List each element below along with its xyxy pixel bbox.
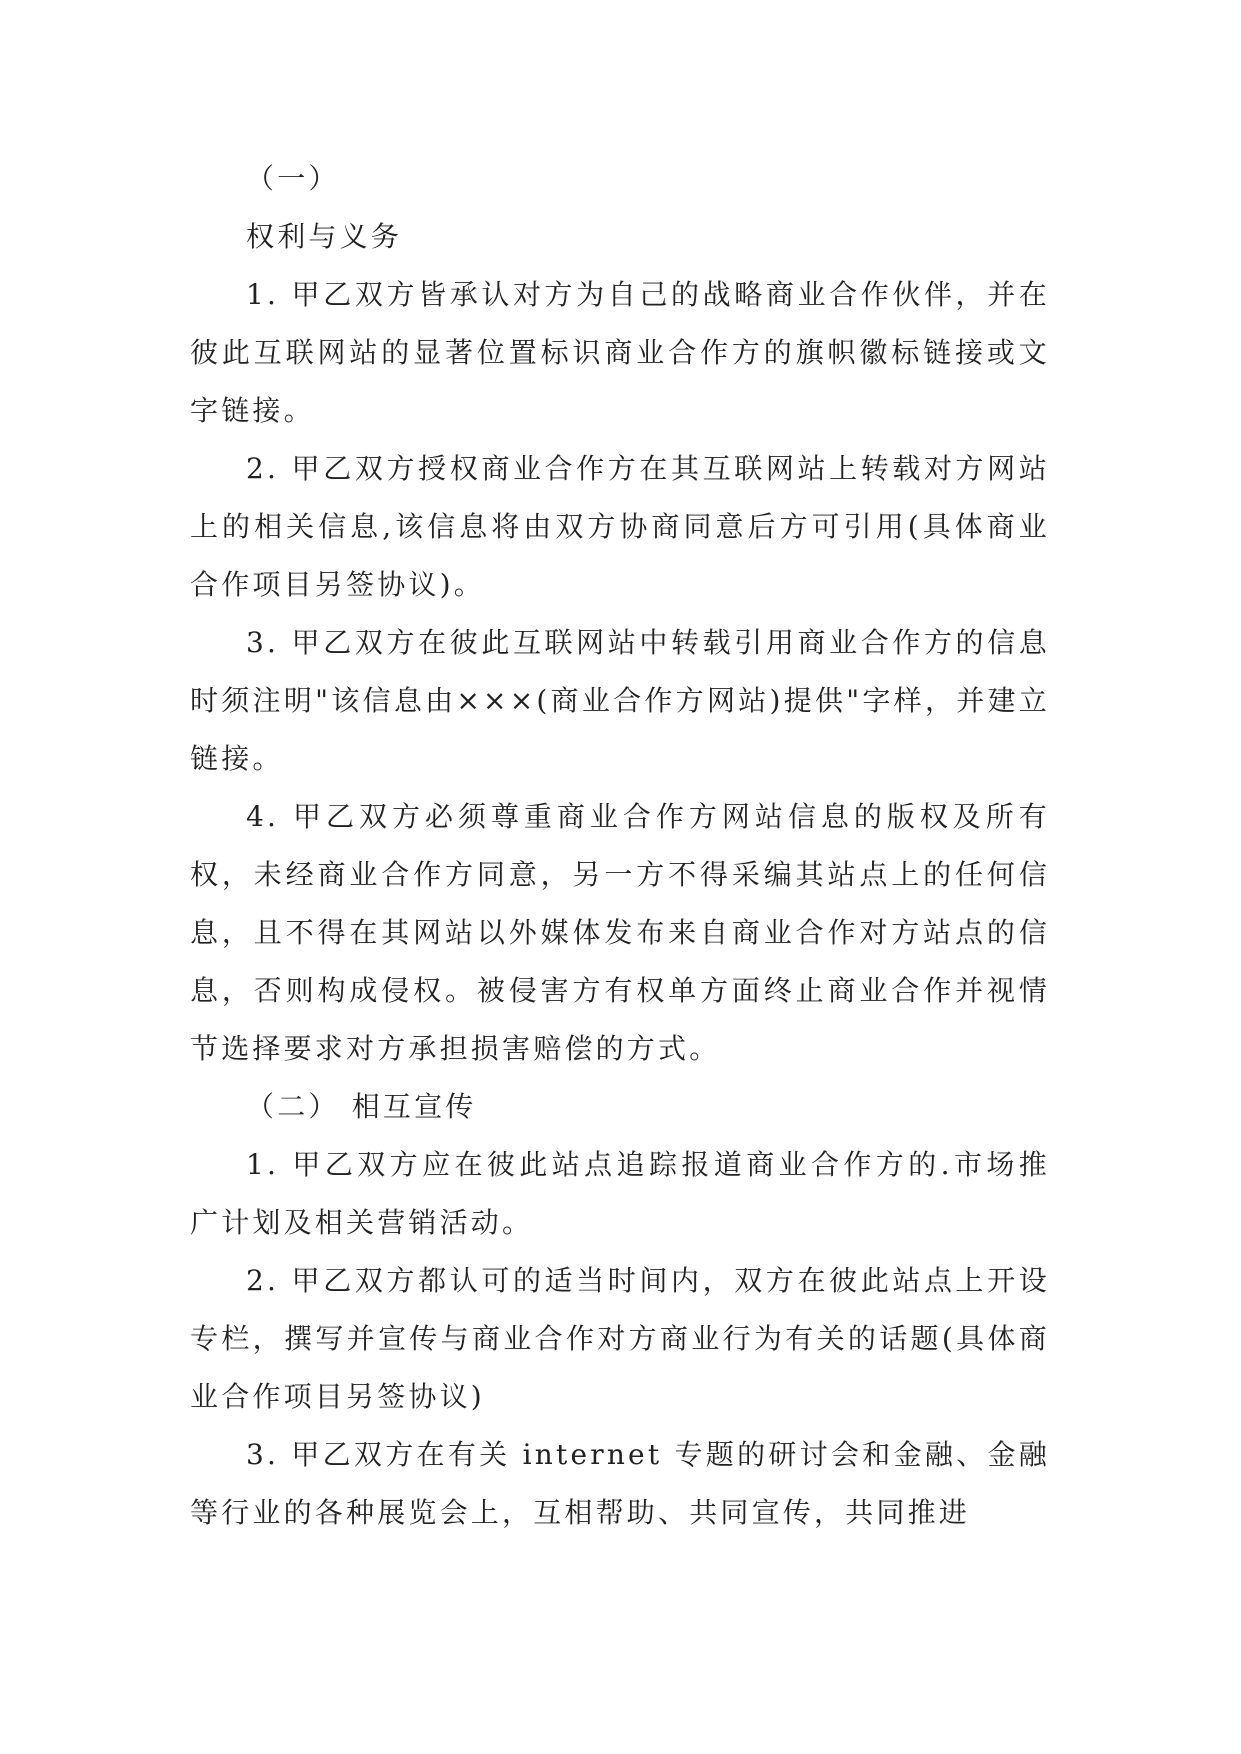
document-body [190, 150, 1050, 1542]
section-number-1: （一） [246, 162, 340, 195]
clause-2-3: 3. 甲乙双方在有关 internet 专题的研讨会和金融、金融等行业的各种展览会上，互相帮助、共同宣传，共同推进 [190, 1438, 1050, 1529]
clause-2-2: 2. 甲乙双方都认可的适当时间内，双方在彼此站点上开设专栏，撰写并宣传与商业合作对方商业行为有关的话题(具体商业合作项目另签协议) [190, 1264, 1050, 1413]
clause-1-1: 1. 甲乙双方皆承认对方为自己的战略商业合作伙伴，并在彼此互联网站的显著位置标识商业合作方的旗帜徽标链接或文字链接。 [190, 278, 1050, 427]
section-title-mutual-promotion: （二） 相互宣传 [246, 1090, 477, 1123]
clause-1-4: 4. 甲乙双方必须尊重商业合作方网站信息的版权及所有权，未经商业合作方同意，另一方不得采编其站点上的任何信息，且不得在其网站以外媒体发布来自商业合作对方站点的信息，否则构成侵权。被侵害方有权单方面终止商业合作并视情节选择要求对方承担损害赔偿的方式。 [190, 800, 1050, 1065]
clause-1-2: 2. 甲乙双方授权商业合作方在其互联网站上转载对方网站上的相关信息,该信息将由双方协商同意后方可引用(具体商业合作项目另签协议)。 [190, 452, 1050, 601]
clause-2-1: 1. 甲乙双方应在彼此站点追踪报道商业合作方的.市场推广计划及相关营销活动。 [190, 1148, 1050, 1239]
section-title-rights-obligations: 权利与义务 [246, 220, 403, 253]
clause-1-3: 3. 甲乙双方在彼此互联网站中转载引用商业合作方的信息时须注明"该信息由×××(商业合作方网站)提供"字样，并建立链接。 [190, 626, 1050, 775]
